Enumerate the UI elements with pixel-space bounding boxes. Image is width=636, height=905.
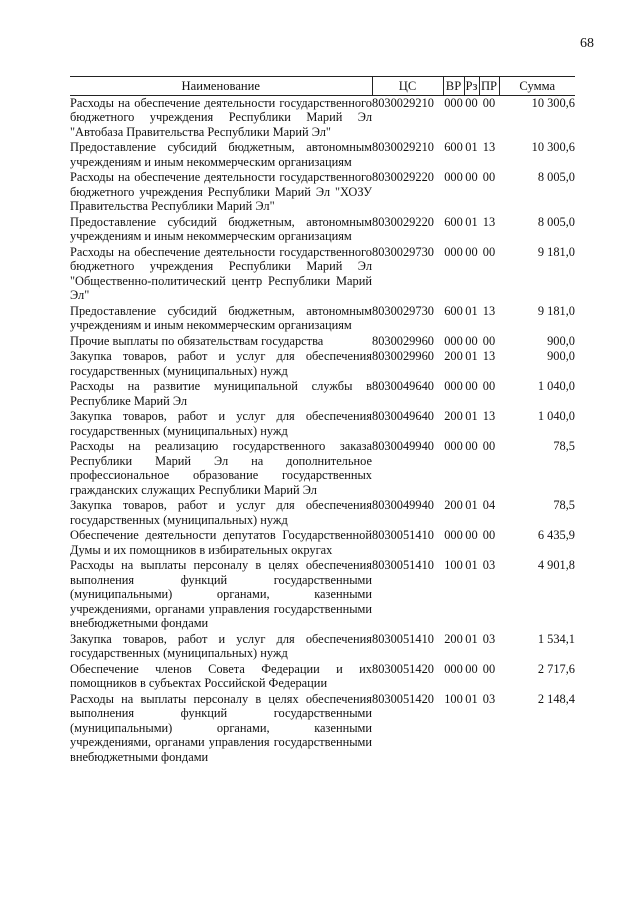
row-sum-cell: 78,5 — [553, 498, 575, 512]
table-row — [70, 692, 575, 766]
row-pr-cell: 13 — [482, 349, 496, 363]
row-name-cell: Расходы на обеспечение деятельности государственного бюджетного учреждения Республики Марий Эл "Общественно-политический центр Республики Марий Эл" — [70, 244, 372, 302]
row-pr-cell: 00 — [482, 170, 496, 184]
row-cs-cell: 8030051410 — [372, 558, 434, 572]
row-vr-cell: 200 — [444, 498, 463, 512]
row-sum-cell: 2 717,6 — [537, 661, 575, 676]
row-vr-cell: 000 — [444, 170, 463, 184]
row-cs-cell: 8030029210 — [372, 140, 434, 154]
row-vr-cell: 600 — [444, 214, 463, 229]
row-rz-cell: 01 — [465, 631, 478, 646]
row-vr-cell: 000 — [444, 333, 463, 348]
column-header-rz: Рз — [464, 77, 479, 96]
row-rz-cell: 00 — [465, 244, 478, 259]
row-pr-cell: 03 — [482, 691, 496, 706]
column-header-sum: Сумма — [499, 77, 575, 96]
table-row — [70, 498, 575, 528]
table-row — [70, 439, 575, 498]
row-cs-cell: 8030051420 — [372, 661, 434, 676]
row-vr-cell: 200 — [444, 349, 463, 363]
table-body — [70, 95, 575, 765]
row-cs-cell: 8030051420 — [372, 691, 434, 706]
row-rz-cell: 01 — [465, 140, 478, 154]
row-sum-cell: 9 181,0 — [537, 244, 575, 259]
row-name-cell: Расходы на выплаты персоналу в целях обеспечения выполнения функций государственными (муниципальными) органами, казенными учреждениями, органами управления государственными внебюджетными фондами — [70, 558, 372, 630]
table-row — [70, 632, 575, 662]
row-pr-cell: 13 — [482, 303, 496, 318]
row-vr-cell: 600 — [444, 303, 463, 318]
row-vr-cell: 000 — [444, 379, 463, 393]
row-name-cell: Расходы на реализацию государственного заказа Республики Марий Эл на дополнительное профессиональное образование государственных гражданских служащих Республики Марий Эл — [70, 439, 372, 497]
row-rz-cell: 00 — [465, 528, 478, 542]
row-rz-cell: 01 — [465, 303, 478, 318]
row-pr-cell: 00 — [482, 95, 496, 110]
row-sum-cell: 1 534,1 — [537, 631, 575, 646]
row-sum-cell: 4 901,8 — [537, 558, 575, 572]
row-pr-cell: 00 — [482, 439, 496, 453]
row-cs-cell: 8030029210 — [372, 95, 434, 110]
row-rz-cell: 01 — [465, 409, 478, 423]
row-vr-cell: 000 — [444, 95, 463, 110]
row-vr-cell: 100 — [444, 691, 463, 706]
page-number: 68 — [580, 36, 594, 51]
row-pr-cell: 13 — [482, 140, 496, 154]
row-cs-cell: 8030029220 — [372, 170, 434, 184]
row-rz-cell: 00 — [465, 379, 478, 393]
row-sum-cell: 6 435,9 — [537, 528, 575, 542]
row-pr-cell: 04 — [482, 498, 496, 512]
row-cs-cell: 8030029730 — [372, 303, 434, 318]
table-row — [70, 379, 575, 409]
row-cs-cell: 8030029960 — [372, 333, 434, 348]
row-cs-cell: 8030049640 — [372, 379, 434, 393]
row-rz-cell: 01 — [465, 498, 478, 512]
row-sum-cell: 1 040,0 — [537, 409, 575, 423]
row-sum-cell: 2 148,4 — [537, 691, 575, 706]
column-header-cs: ЦС — [372, 77, 443, 96]
row-rz-cell: 01 — [465, 214, 478, 229]
row-sum-cell: 78,5 — [553, 439, 575, 453]
row-rz-cell: 01 — [465, 691, 478, 706]
row-name-cell: Расходы на обеспечение деятельности государственного бюджетного учреждения Республики Марий Эл "Автобаза Правительства Республики Марий Эл" — [70, 95, 372, 139]
row-rz-cell: 00 — [465, 95, 478, 110]
row-vr-cell: 000 — [444, 528, 463, 542]
column-header-pr: ПР — [479, 77, 499, 96]
table-row — [70, 409, 575, 439]
row-name-cell: Закупка товаров, работ и услуг для обеспечения государственных (муниципальных) нужд — [70, 409, 372, 438]
row-rz-cell: 01 — [465, 349, 478, 363]
row-sum-cell: 8 005,0 — [537, 170, 575, 184]
row-vr-cell: 100 — [444, 558, 463, 572]
table-row — [70, 334, 575, 350]
row-cs-cell: 8030029730 — [372, 244, 434, 259]
row-name-cell: Закупка товаров, работ и услуг для обеспечения государственных (муниципальных) нужд — [70, 498, 372, 527]
row-name-cell: Предоставление субсидий бюджетным, автономным учреждениям и иным некоммерческим организациям — [70, 214, 372, 243]
row-sum-cell: 10 300,6 — [531, 140, 575, 154]
row-sum-cell: 10 300,6 — [531, 95, 575, 110]
row-pr-cell: 00 — [482, 528, 496, 542]
row-sum-cell: 8 005,0 — [537, 214, 575, 229]
row-pr-cell: 00 — [482, 379, 496, 393]
row-vr-cell: 600 — [444, 140, 463, 154]
row-cs-cell: 8030051410 — [372, 631, 434, 646]
row-pr-cell: 00 — [482, 333, 496, 348]
row-pr-cell: 13 — [482, 214, 496, 229]
table-row — [70, 170, 575, 215]
table-row — [70, 140, 575, 170]
row-pr-cell: 13 — [482, 409, 496, 423]
row-vr-cell: 000 — [444, 661, 463, 676]
row-name-cell: Прочие выплаты по обязательствам государства — [70, 333, 324, 348]
row-name-cell: Предоставление субсидий бюджетным, автономным учреждениям и иным некоммерческим организациям — [70, 303, 372, 332]
row-vr-cell: 000 — [444, 439, 463, 453]
row-rz-cell: 00 — [465, 170, 478, 184]
table-row — [70, 95, 575, 140]
row-rz-cell: 01 — [465, 558, 478, 572]
row-rz-cell: 00 — [465, 439, 478, 453]
budget-table — [70, 76, 575, 765]
row-pr-cell: 00 — [482, 244, 496, 259]
row-name-cell: Расходы на выплаты персоналу в целях обеспечения выполнения функций государственными (муниципальными) органами, казенными учреждениями, органами управления государственными внебюджетными фондами — [70, 691, 372, 764]
table-row — [70, 215, 575, 245]
column-header-name: Наименование — [70, 77, 372, 96]
column-header-vr: ВР — [443, 77, 464, 96]
table-row — [70, 304, 575, 334]
row-cs-cell: 8030029220 — [372, 214, 434, 229]
row-sum-cell: 900,0 — [547, 349, 575, 363]
row-name-cell: Расходы на обеспечение деятельности государственного бюджетного учреждения Республики Марий Эл "ХОЗУ Правительства Республики Марий Эл" — [70, 170, 372, 213]
row-cs-cell: 8030049940 — [372, 498, 434, 512]
row-vr-cell: 000 — [444, 244, 463, 259]
row-cs-cell: 8030029960 — [372, 349, 434, 363]
row-name-cell: Предоставление субсидий бюджетным, автономным учреждениям и иным некоммерческим организациям — [70, 140, 372, 169]
row-rz-cell: 00 — [465, 661, 478, 676]
row-name-cell: Закупка товаров, работ и услуг для обеспечения государственных (муниципальных) нужд — [70, 631, 372, 660]
row-cs-cell: 8030049640 — [372, 409, 434, 423]
row-vr-cell: 200 — [444, 631, 463, 646]
row-name-cell: Обеспечение деятельности депутатов Государственной Думы и их помощников в избирательных округах — [70, 528, 372, 557]
row-cs-cell: 8030051410 — [372, 528, 434, 542]
row-pr-cell: 03 — [482, 631, 496, 646]
table-row — [70, 528, 575, 558]
row-pr-cell: 00 — [482, 661, 496, 676]
row-sum-cell: 9 181,0 — [537, 303, 575, 318]
row-name-cell: Закупка товаров, работ и услуг для обеспечения государственных (муниципальных) нужд — [70, 349, 372, 378]
row-name-cell: Обеспечение членов Совета Федерации и их помощников в субъектах Российской Федерации — [70, 661, 372, 690]
row-sum-cell: 1 040,0 — [537, 379, 575, 393]
table-row — [70, 558, 575, 632]
row-pr-cell: 03 — [482, 558, 496, 572]
table-row — [70, 662, 575, 692]
row-name-cell: Расходы на развитие муниципальной службы в Республике Марий Эл — [70, 379, 372, 408]
row-vr-cell: 200 — [444, 409, 463, 423]
table-header — [70, 77, 575, 96]
row-sum-cell: 900,0 — [547, 333, 575, 348]
table-row — [70, 349, 575, 379]
row-cs-cell: 8030049940 — [372, 439, 434, 453]
table-row — [70, 245, 575, 304]
row-rz-cell: 00 — [465, 333, 478, 348]
